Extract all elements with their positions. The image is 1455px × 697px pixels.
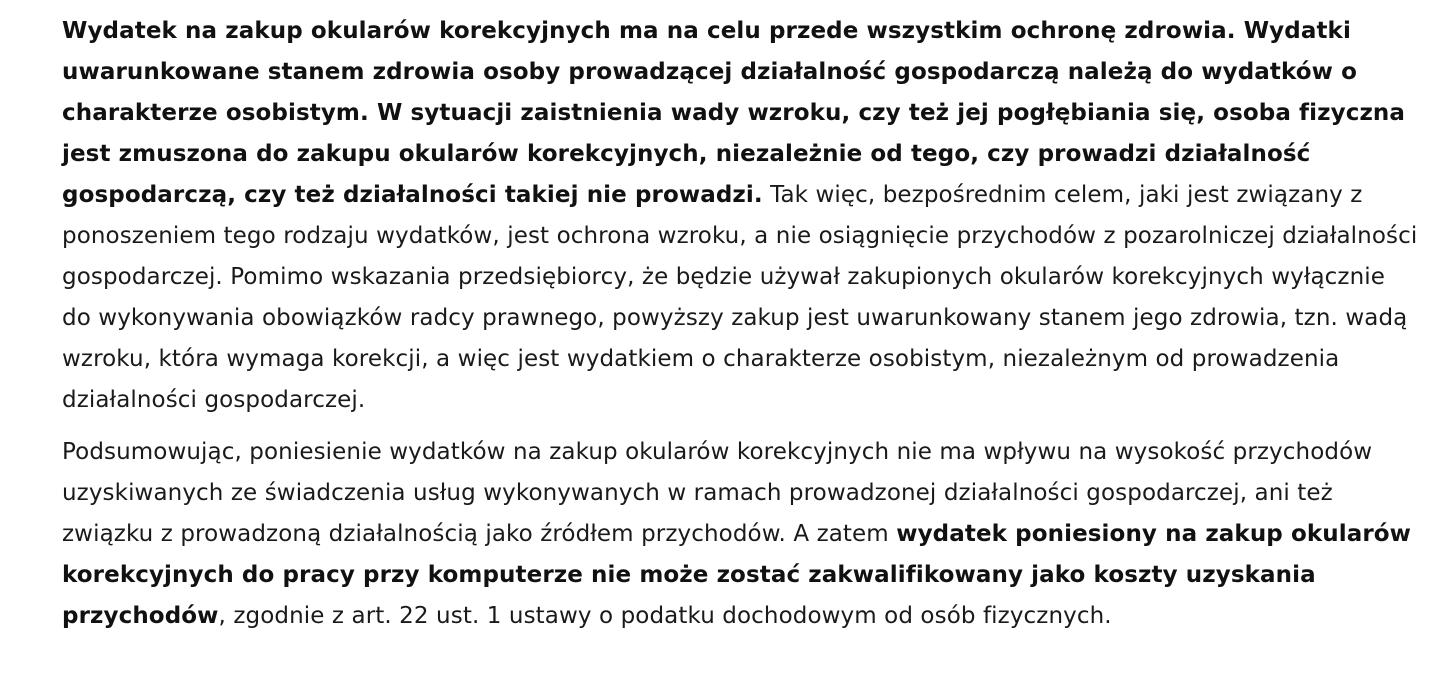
paragraph-2-regular-start: Podsumowując, poniesienie wydatków na zakup okularów korekcyjnych nie ma wpływu na wysokość przychodów uzyskiwanych ze świadczenia usług wykonywanych w ramach prowadzonej działalności gospodarczej, ani też związku z prowadzoną działalnością jako źródłem przychodów. A zatem bbox=[62, 439, 1373, 547]
paragraph-2 bbox=[62, 432, 1420, 637]
article-body bbox=[62, 11, 1420, 637]
paragraph-1-regular-text: Tak więc, bezpośrednim celem, jaki jest związany z ponoszeniem tego rodzaju wydatków, jest ochrona wzroku, a nie osiągnięcie przychodów z pozarolniczej działalności gospodarczej. Pomimo wskazania przedsiębiorcy, że będzie używał zakupionych okularów korekcyjnych wyłącznie do wykonywania obowiązków radcy prawnego, powyższy zakup jest uwarunkowany stanem jego zdrowia, tzn. wadą wzroku, która wymaga korekcji, a więc jest wydatkiem o charakterze osobistym, niezależnym od prowadzenia działalności gospodarczej. bbox=[62, 182, 1418, 413]
paragraph-1-bold-text: Wydatek na zakup okularów korekcyjnych ma na celu przede wszystkim ochronę zdrowia. Wydatki uwarunkowane stanem zdrowia osoby prowadzącej działalność gospodarczą należą do wydatków o charakterze osobistym. W sytuacji zaistnienia wady wzroku, czy też jej pogłębiania się, osoba fizyczna jest zmuszona do zakupu okularów korekcyjnych, niezależnie od tego, czy prowadzi działalność gospodarczą, czy też działalności takiej nie prowadzi. bbox=[62, 18, 1406, 208]
paragraph-1 bbox=[62, 11, 1420, 421]
paragraph-2-regular-end: , zgodnie z art. 22 ust. 1 ustawy o podatku dochodowym od osób fizycznych. bbox=[218, 603, 1112, 629]
paragraph-2-bold-text: wydatek poniesiony na zakup okularów korekcyjnych do pracy przy komputerze nie może zostać zakwalifikowany jako koszty uzyskania przychodów bbox=[62, 521, 1412, 629]
